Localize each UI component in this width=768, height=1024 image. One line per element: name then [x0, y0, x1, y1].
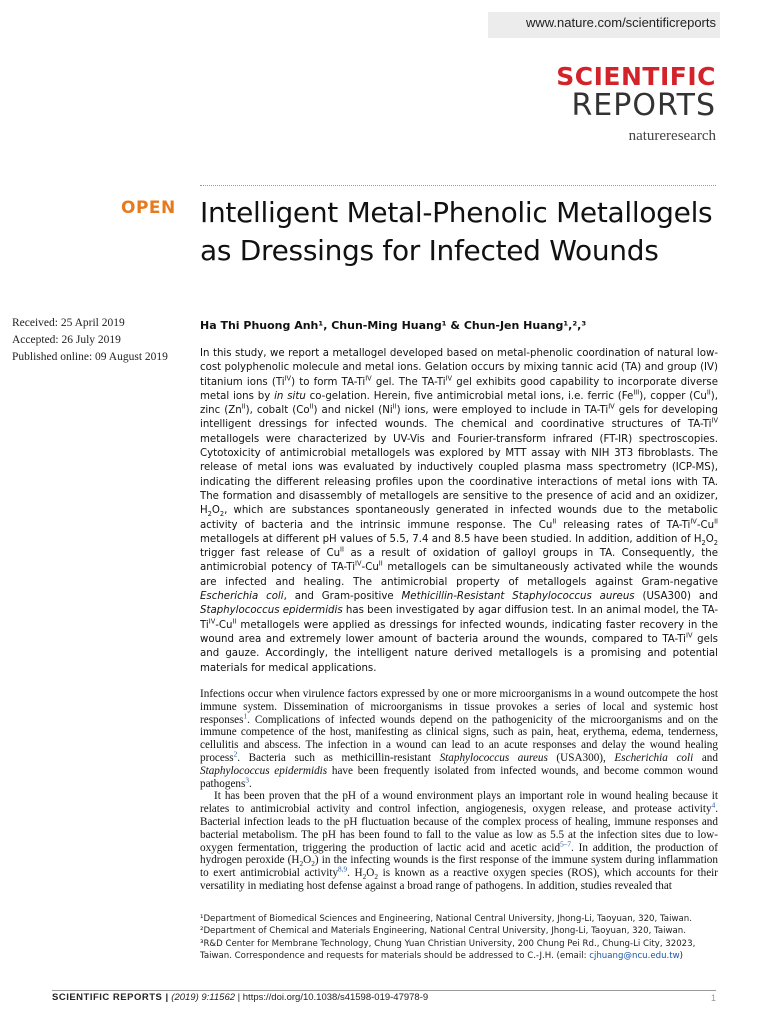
affiliations: [200, 913, 720, 963]
journal-url[interactable]: www.nature.com/scientificreports: [525, 15, 716, 30]
header-divider: [200, 185, 716, 186]
logo-natureresearch: natureresearch: [628, 128, 716, 144]
body-text: [200, 688, 718, 893]
footer-citation: (2019) 9:11562: [171, 992, 236, 1003]
footer-journal: SCIENTIFIC REPORTS |: [52, 992, 169, 1003]
author-list: Ha Thi Phuong Anh¹, Chun-Ming Huang¹ & Chun-Jen Huang¹,²,³: [200, 319, 587, 332]
published-date: Published online: 09 August 2019: [12, 351, 168, 363]
article-dates: [12, 315, 168, 366]
page-number: 1: [710, 993, 716, 1003]
affiliation-4: Taiwan. Correspondence and requests for materials should be addressed to C.-J.H. (email: cjhuang@ncu.edu.tw): [200, 951, 684, 962]
footer-doi[interactable]: | https://doi.org/10.1038/s41598-019-47978-9: [235, 992, 429, 1003]
affiliation-3: ³R&D Center for Membrane Technology, Chung Yuan Christian University, 200 Chung Pei Rd., Chung-Li City, 32023,: [200, 938, 696, 949]
open-access-label: OPEN: [121, 198, 176, 218]
header-bar: [0, 0, 768, 44]
affiliation-2: ²Department of Chemical and Materials Engineering, National Central University, Jhong-Li, Taoyuan, 320, Taiwan.: [200, 926, 686, 937]
logo-scientific: SCIENTIFIC: [556, 62, 716, 91]
affiliation-1: ¹Department of Biomedical Sciences and Engineering, National Central University, Jhong-Li, Taoyuan, 320, Taiwan.: [200, 914, 692, 924]
journal-logo: [556, 64, 716, 145]
email-link[interactable]: cjhuang@ncu.edu.tw: [589, 951, 680, 962]
logo-reports: REPORTS: [571, 88, 716, 123]
body-paragraph: Infections occur when virulence factors expressed by one or more microorganisms in a wound outcompete the host immune system. Dissemination of microorganisms in tissue provokes a series of local and systemic host responses$^1$. Complications of infected wounds depend on the pathogenicity of the microorganisms and on the immune competence of the host, manifesting as clinical signs, such as pain, heat, erythema, edema, tenderness, cellulitis and abscess. The infection in a wound can lead to an acute responses and delay the wound healing process$^2$. Bacteria such as methicillin-resistant Staphylococcus aureus (USA300), Escherichia coli and Staphylococcus epidermidis have been frequently isolated from infected wounds, and become common wound pathogens$^3$.: [200, 688, 718, 790]
article-title: Intelligent Metal-Phenolic Metallogels as Dressings for Infected Wounds: [200, 196, 713, 267]
body-paragraph: It has been proven that the pH of a wound environment plays an important role in wound healing because it relates to antimicrobial activity and control infection, angiogenesis, oxygen release, and protease activity$^4$. Bacterial infection leads to the pH fluctuation because of the complex process of healing, immune responses and bacterial metabolism. The pH has been found to fall to the value as low as 5.5 at the infection sites due to low-oxygen fermentation, triggering the production of lactic acid and acetic acid$^{5-7}$. In addition, the production of hydrogen peroxide $(H_2O_2)$ in the infecting wounds is the first response of the immune system during inflammation to exert antimicrobial activity$^{8,9}$. $H_2O_2$ is known as a reactive oxygen species (ROS), which accounts for their versatility in mediating host defense against a broad range of pathogens. In addition, studies revealed that: [200, 790, 718, 892]
received-date: Received: 25 April 2019: [12, 317, 125, 329]
abstract: In this study, we report a metallogel developed based on metal-phenolic coordination of natural low-cost polyphenolic molecule and metal ions. Gelation occurs by mixing tannic acid (TA) and group (IV) titanium ions $(Ti^{IV})$ to form $TA-Ti^{IV}$ gel. The $TA-Ti^{IV}$ gel exhibits good capability to incorporate diverse metal ions by in situ co-gelation. Herein, five antimicrobial metal ions, i.e. ferric $(Fe^{III})$, copper $(Cu^{II})$, zinc $(Zn^{II})$, cobalt $(Co^{II})$ and nickel $(Ni^{II})$ ions, were employed to include in $TA-Ti^{IV}$ gels for developing intelligent dressings for infected wounds. The chemical and coordinative structures of $TA-Ti^{IV}$ metallogels were characterized by UV-Vis and Fourier-transform infrared (FT-IR) spectroscopies. Cytotoxicity of antimicrobial metallogels was explored by MTT assay with NIH 3T3 fibroblasts. The release of metal ions was evaluated by inductively coupled plasma mass spectrometry (ICP-MS), indicating the different releasing profiles upon the coordinative interactions of metal ions with TA. The formation and disassembly of metallogels are sensitive to the presence of acid and an oxidizer, $H_2O_2$, which are substances spontaneously generated in infected wounds due to the metabolic activity of bacteria and the intrinsic immune response. The $Cu^{II}$ releasing rates of $TA-Ti^{IV}-Cu^{II}$ metallogels at different pH values of 5.5, 7.4 and 8.5 have been studied. In addition, addition of $H_2O_2$ trigger fast release of $Cu^{II}$ as a result of oxidation of galloyl groups in TA. Consequently, the antimicrobial potency of $TA-Ti^{IV}-Cu^{II}$ metallogels can be simultaneously activated while the wounds are infected and healing. The antimicrobial property of metallogels against Gram-negative Escherichia coli, and Gram-positive Methicillin-Resistant Staphylococcus aureus (USA300) and Staphylococcus epidermidis has been investigated by agar diffusion test. In an animal model, the $TA-Ti^{IV}-Cu^{II}$ metallogels were applied as dressings for infected wounds, indicating faster recovery in the wound area and extremely lower amount of bacteria around the wounds, compared to $TA-Ti^{IV}$ gels and gauze. Accordingly, the intelligent nature derived metallogels is a promising and potential materials for medical applications.: [200, 348, 718, 674]
accepted-date: Accepted: 26 July 2019: [12, 334, 121, 346]
footer: [52, 992, 428, 1003]
footer-divider: [52, 990, 716, 991]
